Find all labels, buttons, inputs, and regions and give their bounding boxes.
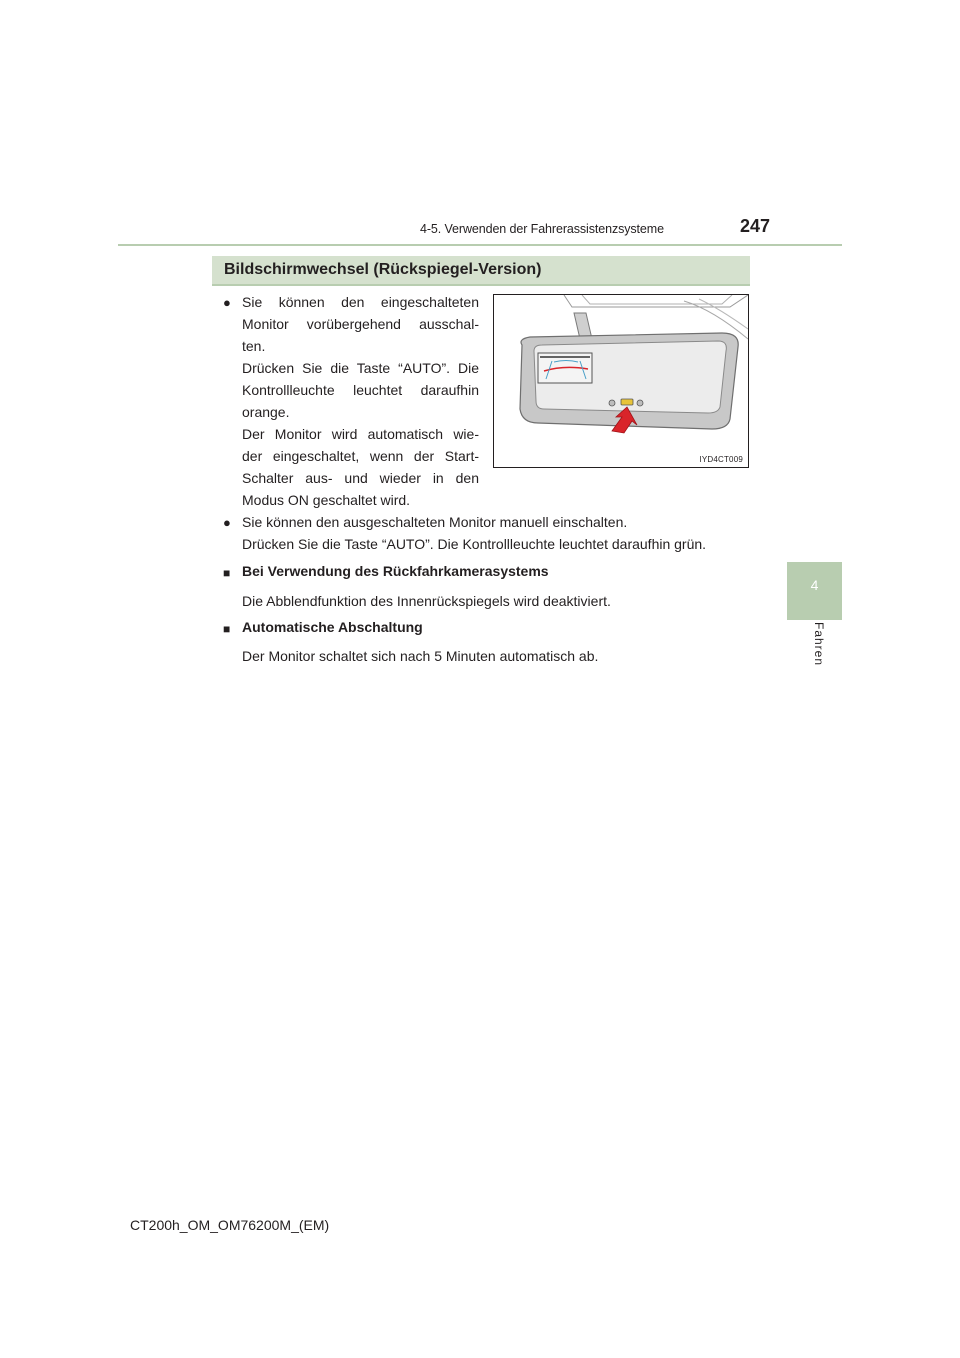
square-icon: ■	[223, 622, 231, 636]
document-footer: CT200h_OM_OM76200M_(EM)	[130, 1217, 330, 1233]
figure-code: IYD4CT009	[699, 455, 743, 464]
note1-title: Bei Verwendung des Rückfahrkamerasystems	[242, 563, 549, 579]
text-line: der eingeschaltet, wenn der Start-	[242, 448, 479, 464]
text-line: Modus ON geschaltet wird.	[242, 492, 411, 508]
chapter-label: Fahren	[812, 622, 826, 667]
text-line: ten.	[242, 338, 266, 354]
note1-text: Die Abblendfunktion des Innenrückspiegels wird deaktiviert.	[242, 593, 611, 609]
page-number: 247	[740, 216, 771, 236]
bullet2-line1: Sie können den ausgeschalteten Monitor manuell einschalten.	[242, 514, 628, 530]
section-heading-bar	[212, 256, 750, 286]
section-title: 4-5. Verwenden der Fahrerassistenzsysteme	[420, 222, 664, 236]
bullet2-line2: Drücken Sie die Taste “AUTO”. Die Kontrollleuchte leuchtet daraufhin grün.	[242, 536, 707, 552]
text-line: orange.	[242, 404, 290, 420]
rearview-mirror-figure	[493, 294, 749, 468]
bullet1-paragraph	[242, 291, 479, 511]
text-line: Sie können den eingeschalteten	[242, 294, 479, 310]
text-line: Drücken Sie die Taste “AUTO”. Die	[242, 360, 479, 376]
text-line: Schalter aus- und wieder in den	[242, 470, 479, 486]
note2-title: Automatische Abschaltung	[242, 619, 423, 635]
text-line: Der Monitor wird automatisch wie-	[242, 426, 479, 442]
bullet-icon: ●	[223, 515, 231, 530]
text-line: Monitor vorübergehend ausschal-	[242, 316, 479, 332]
header-divider	[118, 244, 842, 246]
section-heading: Bildschirmwechsel (Rückspiegel-Version)	[224, 261, 542, 278]
square-icon: ■	[223, 566, 231, 580]
rearview-mirror-illustration	[494, 295, 748, 467]
bullet-icon: ●	[223, 295, 231, 310]
note2-text: Der Monitor schaltet sich nach 5 Minuten automatisch ab.	[242, 648, 599, 664]
text-line: Kontrollleuchte leuchtet daraufhin	[242, 382, 479, 398]
chapter-number: 4	[810, 577, 819, 593]
